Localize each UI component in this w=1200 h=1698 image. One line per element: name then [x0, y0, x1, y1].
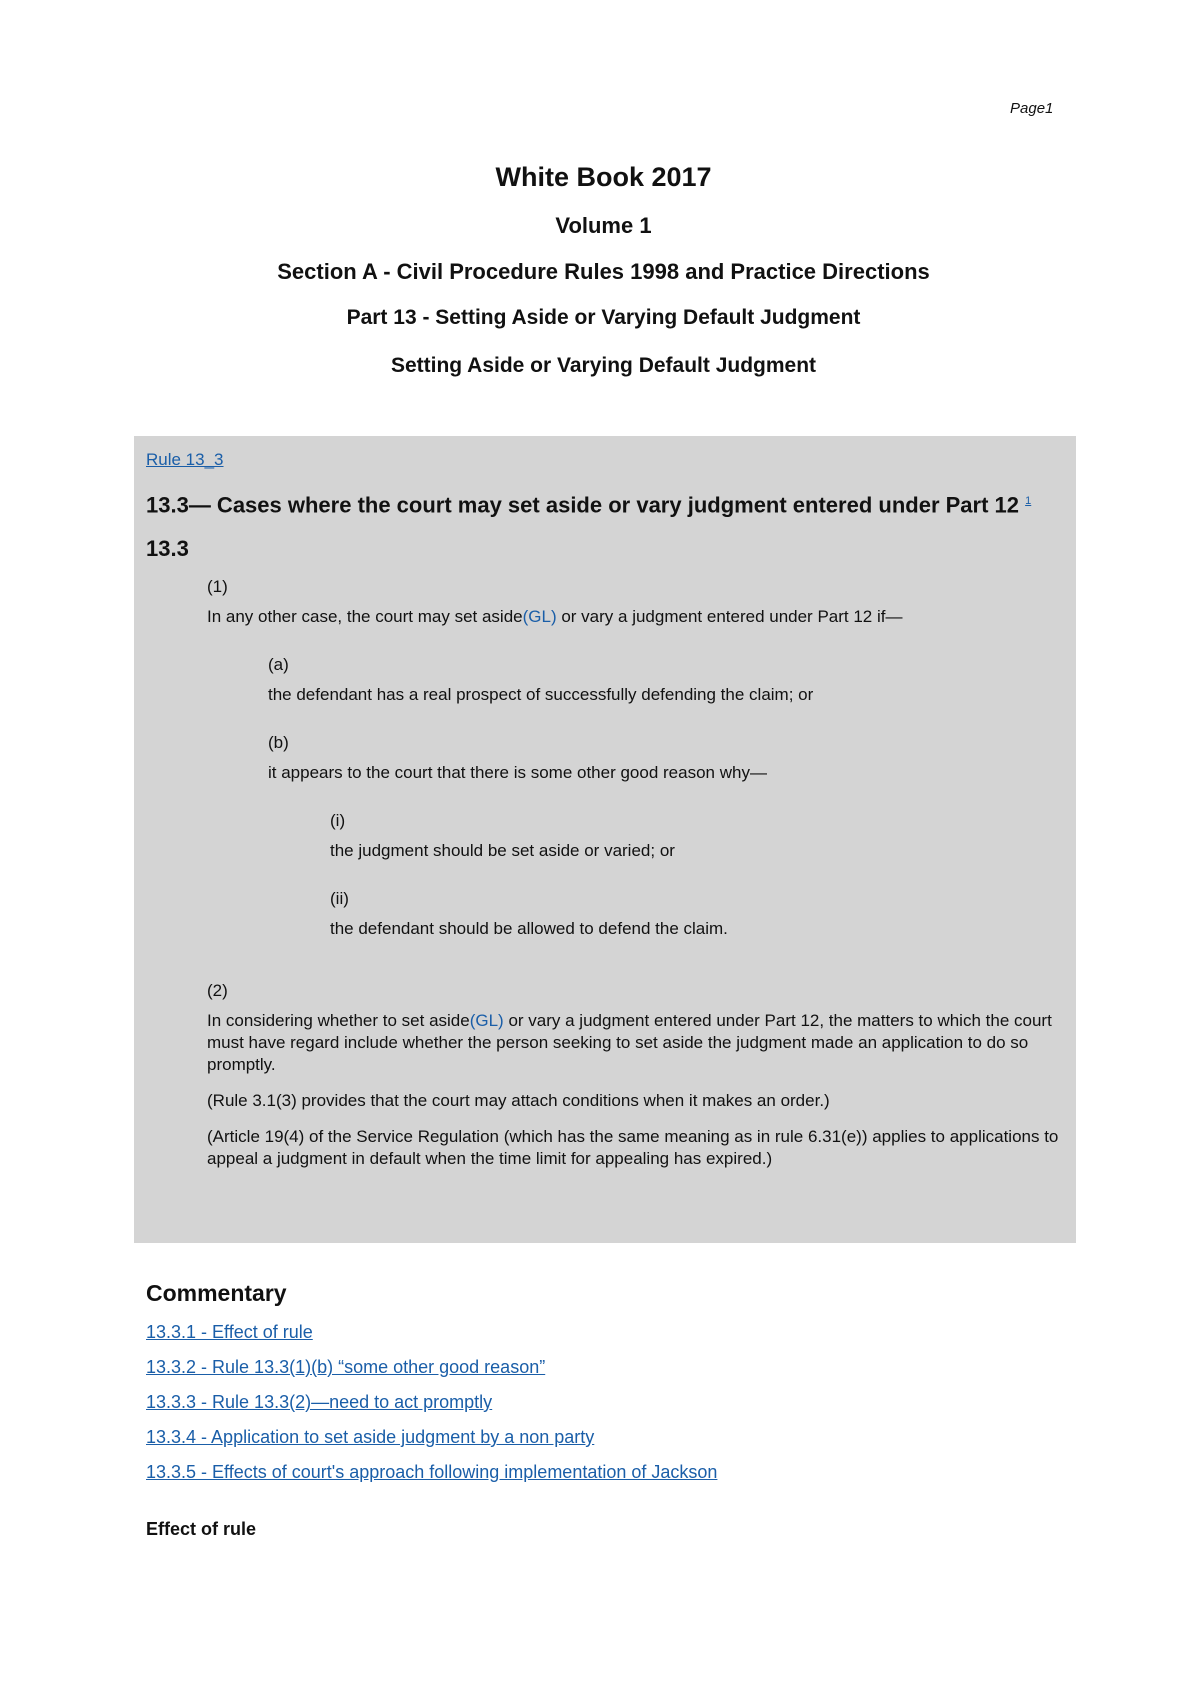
- toc-link-some-other-good-reason[interactable]: 13.3.2 - Rule 13.3(1)(b) “some other good reason”: [146, 1357, 546, 1377]
- gl-term: (GL): [522, 607, 557, 627]
- para-2-text-b: or vary a judgment entered under Part 12, the matters to which the court must have regard include whether the person seeking to set aside the judgment made an application to do so promptly.: [207, 1011, 1052, 1075]
- rule-heading: [146, 488, 1064, 518]
- footnote-link[interactable]: 1: [1025, 495, 1032, 507]
- commentary-heading: Commentary: [146, 1280, 287, 1306]
- book-title: White Book 2017: [495, 162, 712, 192]
- para-a-text: the defendant has a real prospect of successfully defending the claim; or: [268, 685, 814, 705]
- volume-title: Volume 1: [555, 213, 652, 238]
- para-1-text-b: or vary a judgment entered under Part 12 if—: [556, 607, 903, 627]
- toc-link-non-party-application[interactable]: 13.3.4 - Application to set aside judgment by a non party: [146, 1427, 595, 1447]
- para-a-label: (a): [268, 655, 289, 675]
- para-2-text-a: In considering whether to set aside: [207, 1011, 470, 1031]
- subtitle: Setting Aside or Varying Default Judgment: [390, 354, 817, 377]
- gl-term: (GL): [469, 1011, 504, 1031]
- rule-link[interactable]: Rule 13_3: [146, 450, 224, 469]
- para-1-label: (1): [207, 577, 228, 597]
- commentary-section: [146, 1280, 717, 1540]
- rule-heading-text: 13.3— Cases where the court may set aside or vary judgment entered under Part 12: [146, 492, 1019, 518]
- rule-number: 13.3: [146, 536, 189, 562]
- title-block: [0, 160, 1200, 400]
- toc-link-jackson[interactable]: 13.3.5 - Effects of court's approach following implementation of Jackson: [146, 1462, 718, 1482]
- para-2-label: (2): [207, 981, 228, 1001]
- section-title: Section A - Civil Procedure Rules 1998 and Practice Directions: [277, 259, 930, 284]
- toc-link-effect-of-rule[interactable]: 13.3.1 - Effect of rule: [146, 1322, 313, 1342]
- para-ii-text: the defendant should be allowed to defend the claim.: [330, 919, 728, 939]
- rule-box: [134, 436, 1076, 1243]
- para-2-text: [207, 1010, 1064, 1076]
- effect-of-rule-heading: Effect of rule: [146, 1519, 257, 1539]
- para-i-label: (i): [330, 811, 346, 831]
- note-2: (Article 19(4) of the Service Regulation (which has the same meaning as in rule 6.31(e)) applies to applications to appeal a judgment in default when the time limit for appealing has expired.): [207, 1127, 1059, 1169]
- note-1: (Rule 3.1(3) provides that the court may attach conditions when it makes an order.): [207, 1091, 830, 1111]
- toc-link-need-to-act-promptly[interactable]: 13.3.3 - Rule 13.3(2)—need to act promptly: [146, 1392, 493, 1412]
- para-1-text: [207, 606, 1064, 628]
- para-i-text: the judgment should be set aside or varied; or: [330, 841, 675, 861]
- para-ii-label: (ii): [330, 889, 349, 909]
- page-number: Page1: [1010, 100, 1054, 117]
- para-b-label: (b): [268, 733, 289, 753]
- para-1-text-a: In any other case, the court may set aside: [207, 607, 523, 627]
- part-title: Part 13 - Setting Aside or Varying Default Judgment: [346, 306, 861, 329]
- para-b-text: it appears to the court that there is some other good reason why—: [268, 763, 767, 783]
